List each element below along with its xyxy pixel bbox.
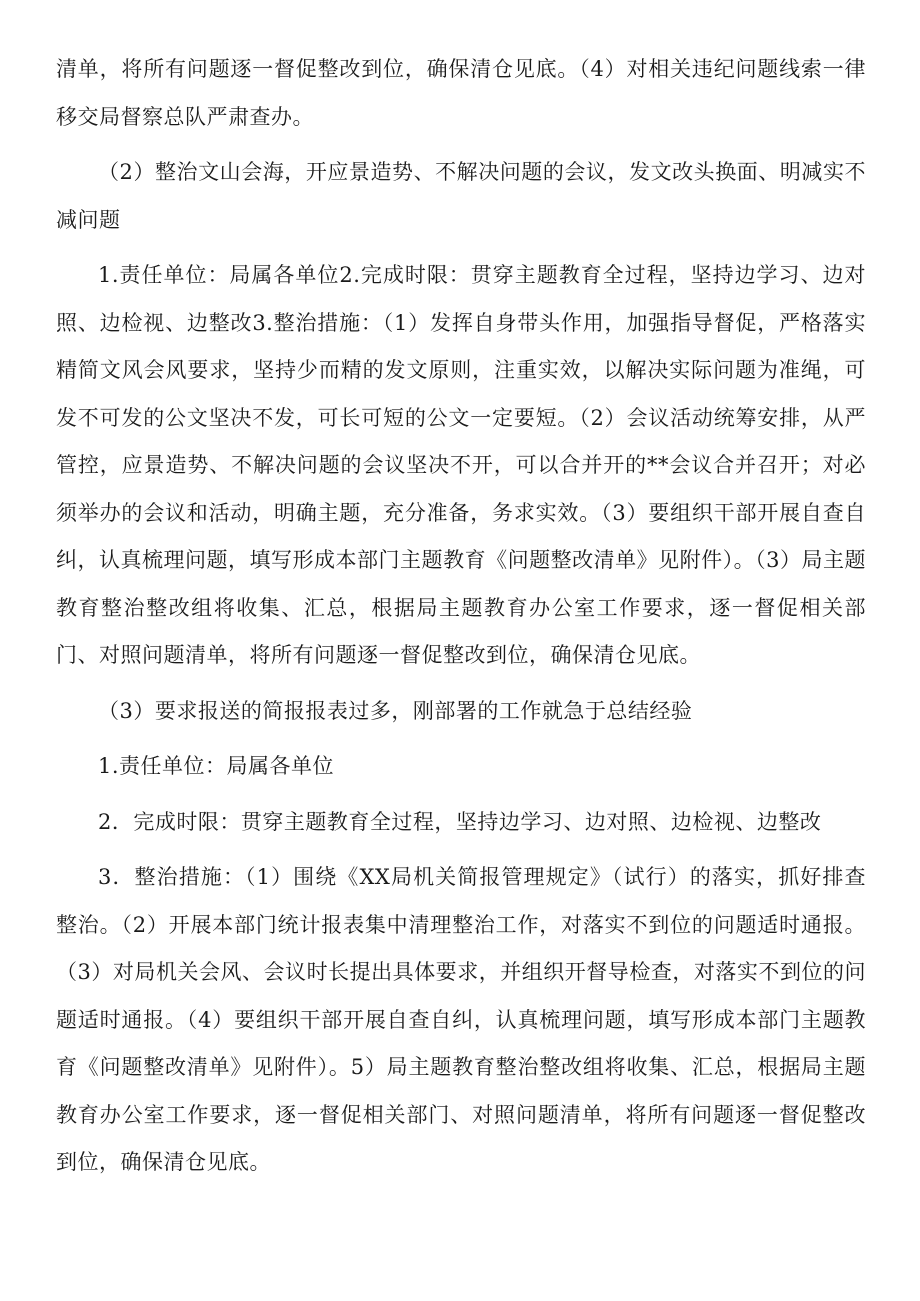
completion-deadline: 2．完成时限：贯穿主题教育全过程，坚持边学习、边对照、边检视、边整改 (98, 809, 822, 834)
section-heading-3: （3）要求报送的简报报表过多，刚部署的工作就急于总结经验 (98, 698, 693, 723)
responsible-unit: 1.责任单位：局属各单位 (98, 754, 335, 778)
paragraph-continuation: 清单，将所有问题逐一督促整改到位，确保清仓见底。（4）对相关违纪问题线索一律移交局督察总队严肃查办。 (56, 57, 866, 129)
section-body-2: 1.责任单位：局属各单位2.完成时限：贯穿主题教育全过程，坚持边学习、边对照、边检视、边整改3.整治措施：（1）发挥自身带头作用，加强指导督促，严格落实精简文风会风要求，坚持少而精的发文原则，注重实效，以解决实际问题为准绳，可发不可发的公文坚决不发，可长可短的公文一定要短。（2）会议活动统筹安排，从严管控，应景造势、不解决问题的会议坚决不开，可以合并开的**会议合并召开；对必须举办的会议和活动，明确主题，充分准备，务求实效。（3）要组织干部开展自查自纠，认真梳理问题，填写形成本部门主题教育《问题整改清单》见附件）。（3）局主题教育整治整改组将收集、汇总，根据局主题教育办公室工作要求，逐一督促相关部门、对照问题清单，将所有问题逐一督促整改到位，确保清仓见底。 (56, 263, 866, 667)
section-heading-2: （2）整治文山会海，开应景造势、不解决问题的会议，发文改头换面、明减实不减问题 (56, 160, 866, 232)
remediation-measures: 3．整治措施：（1）围绕《XX局机关简报管理规定》（试行）的落实，抓好排查整治。（2）开展本部门统计报表集中清理整治工作，对落实不到位的问题适时通报。（3）对局机关会风、会议时长提出具体要求，并组织开督导检查，对落实不到位的问题适时通报。（4）要组织干部开展自查自纠，认真梳理问题，填写形成本部门主题教育《问题整改清单》见附件）。5）局主题教育整治整改组将收集、汇总，根据局主题教育办公室工作要求，逐一督促相关部门、对照问题清单，将所有问题逐一督促整改到位，确保清仓见底。 (56, 865, 866, 1174)
